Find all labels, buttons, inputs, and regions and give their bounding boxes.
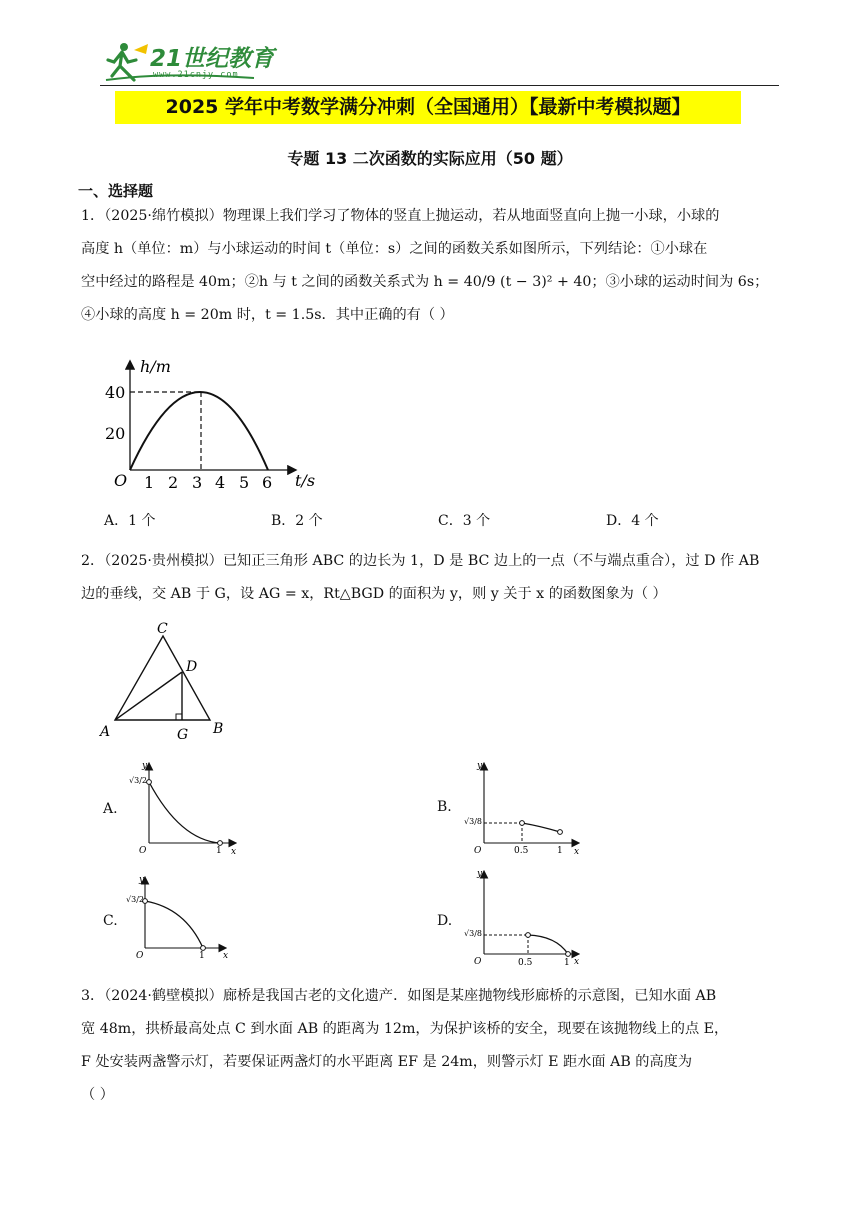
question-2-text: [81, 545, 781, 611]
option-c[interactable]: C．3 个: [438, 513, 491, 529]
option-c[interactable]: C.: [103, 913, 118, 929]
triangle-abc: [115, 636, 210, 720]
x-tick-label: 4: [215, 473, 226, 492]
curve-a: [149, 782, 220, 843]
curve-b: [522, 823, 560, 832]
x-tick-label: 1: [144, 473, 155, 492]
graph-a: [125, 758, 245, 856]
tick-label: √3/2: [126, 895, 144, 904]
logo-text: 21世纪教育: [150, 46, 275, 72]
question-1-line: 1．（2025·绵竹模拟）物理课上我们学习了物体的竖直上抛运动，若从地面竖直向上抛一小球，小球的: [81, 208, 720, 224]
section-title: 一、选择题: [78, 182, 154, 200]
logo-url: www.21cnjy.com: [153, 70, 239, 80]
option-d[interactable]: D.: [437, 913, 453, 929]
origin-label: O: [139, 846, 147, 856]
curve-d: [528, 935, 568, 954]
tick-label: √3/2: [129, 776, 147, 785]
curve-c: [145, 901, 203, 948]
y-axis-label: y: [477, 869, 483, 879]
option-a[interactable]: A.: [103, 801, 118, 817]
question-2-line: 边的垂线，交 AB 于 G，设 AG = x，Rt△BGD 的面积为 y，则 y 关于 x 的函数图象为（ ）: [81, 586, 667, 602]
y-axis-label: y: [142, 761, 148, 771]
open-point: [520, 821, 525, 826]
tick-label: √3/8: [464, 929, 482, 938]
question-3-line: F 处安装两盏警示灯，若要保证两盏灯的水平距离 EF 是 24m，则警示灯 E 距水面 AB 的高度为: [81, 1054, 693, 1070]
tick-label: 0.5: [518, 958, 533, 966]
open-point: [566, 952, 571, 957]
height-time-graph: [100, 352, 320, 497]
option-a[interactable]: A．1 个: [104, 513, 156, 529]
tick-label: 1: [557, 846, 563, 856]
graph-d: [460, 866, 585, 966]
x-tick-label: 3: [192, 473, 203, 492]
question-1-line: 空中经过的路程是 40m；②h 与 t 之间的函数关系式为 h = 40/9 (t − 3)² + 40；③小球的运动时间为 6s；: [81, 274, 769, 290]
question-3-line: 宽 48m，拱桥最高处点 C 到水面 AB 的距离为 12m，为保护该桥的安全，现要在该抛物线上的点 E，: [81, 1021, 729, 1037]
x-axis-label: t/s: [295, 471, 316, 490]
parabola-curve: [130, 392, 268, 470]
question-1-text: [81, 200, 781, 332]
tick-label: 0.5: [514, 846, 529, 856]
open-point: [526, 933, 531, 938]
question-3-text: [81, 980, 781, 1112]
origin-label: O: [114, 471, 128, 490]
triangle-figure: [95, 618, 235, 743]
origin-label: O: [136, 951, 144, 961]
segment-ad: [115, 672, 182, 720]
header-divider: [100, 85, 779, 86]
y-axis-label: y: [139, 875, 145, 885]
point-label-d: D: [186, 659, 198, 675]
question-1-line: ④小球的高度 h = 20m 时，t = 1.5s．其中正确的有（ ）: [81, 307, 454, 323]
x-axis-label: x: [574, 847, 580, 856]
x-tick-label: 6: [262, 473, 273, 492]
y-axis-label: h/m: [140, 357, 171, 376]
x-axis-label: x: [231, 847, 237, 856]
page-title: 2025 学年中考数学满分冲刺（全国通用）【最新中考模拟题】: [115, 91, 741, 124]
question-1-line: 高度 h（单位：m）与小球运动的时间 t（单位：s）之间的函数关系如图所示，下列结论：①小球在: [81, 241, 708, 257]
open-point: [558, 830, 563, 835]
point-label-c: C: [157, 621, 168, 637]
point-label-g: G: [177, 727, 189, 743]
origin-label: O: [474, 957, 482, 966]
tick-label: 1: [199, 951, 205, 961]
question-2-line: 2．（2025·贵州模拟）已知正三角形 ABC 的边长为 1，D 是 BC 边上的一点（不与端点重合），过 D 作 AB: [81, 553, 760, 569]
question-3-line: 3．（2024·鹤壁模拟）廊桥是我国古老的文化遗产．如图是某座抛物线形廊桥的示意图，已知水面 AB: [81, 988, 717, 1004]
x-axis-label: x: [574, 957, 580, 966]
option-b[interactable]: B.: [437, 799, 452, 815]
x-axis-label: x: [223, 951, 229, 961]
option-d[interactable]: D．4 个: [606, 513, 659, 529]
graph-c: [125, 872, 245, 962]
tick-label: 1: [564, 958, 570, 966]
tick-label: 1: [216, 846, 222, 856]
origin-label: O: [474, 846, 482, 856]
x-tick-label: 2: [168, 473, 179, 492]
point-label-b: B: [213, 721, 224, 737]
point-label-a: A: [100, 724, 111, 740]
option-b[interactable]: B．2 个: [271, 513, 323, 529]
open-point: [218, 841, 223, 846]
question-3-line: （ ）: [81, 1087, 114, 1103]
tick-label: √3/8: [464, 817, 482, 826]
x-tick-label: 5: [239, 473, 250, 492]
right-angle-mark: [176, 714, 182, 720]
open-point: [201, 946, 206, 951]
topic-subtitle: 专题 13 二次函数的实际应用（50 题）: [287, 149, 573, 168]
y-tick-label: 20: [105, 424, 126, 443]
y-tick-label: 40: [105, 383, 126, 402]
open-point: [147, 780, 152, 785]
y-axis-label: y: [477, 761, 483, 771]
graph-b: [460, 758, 585, 856]
